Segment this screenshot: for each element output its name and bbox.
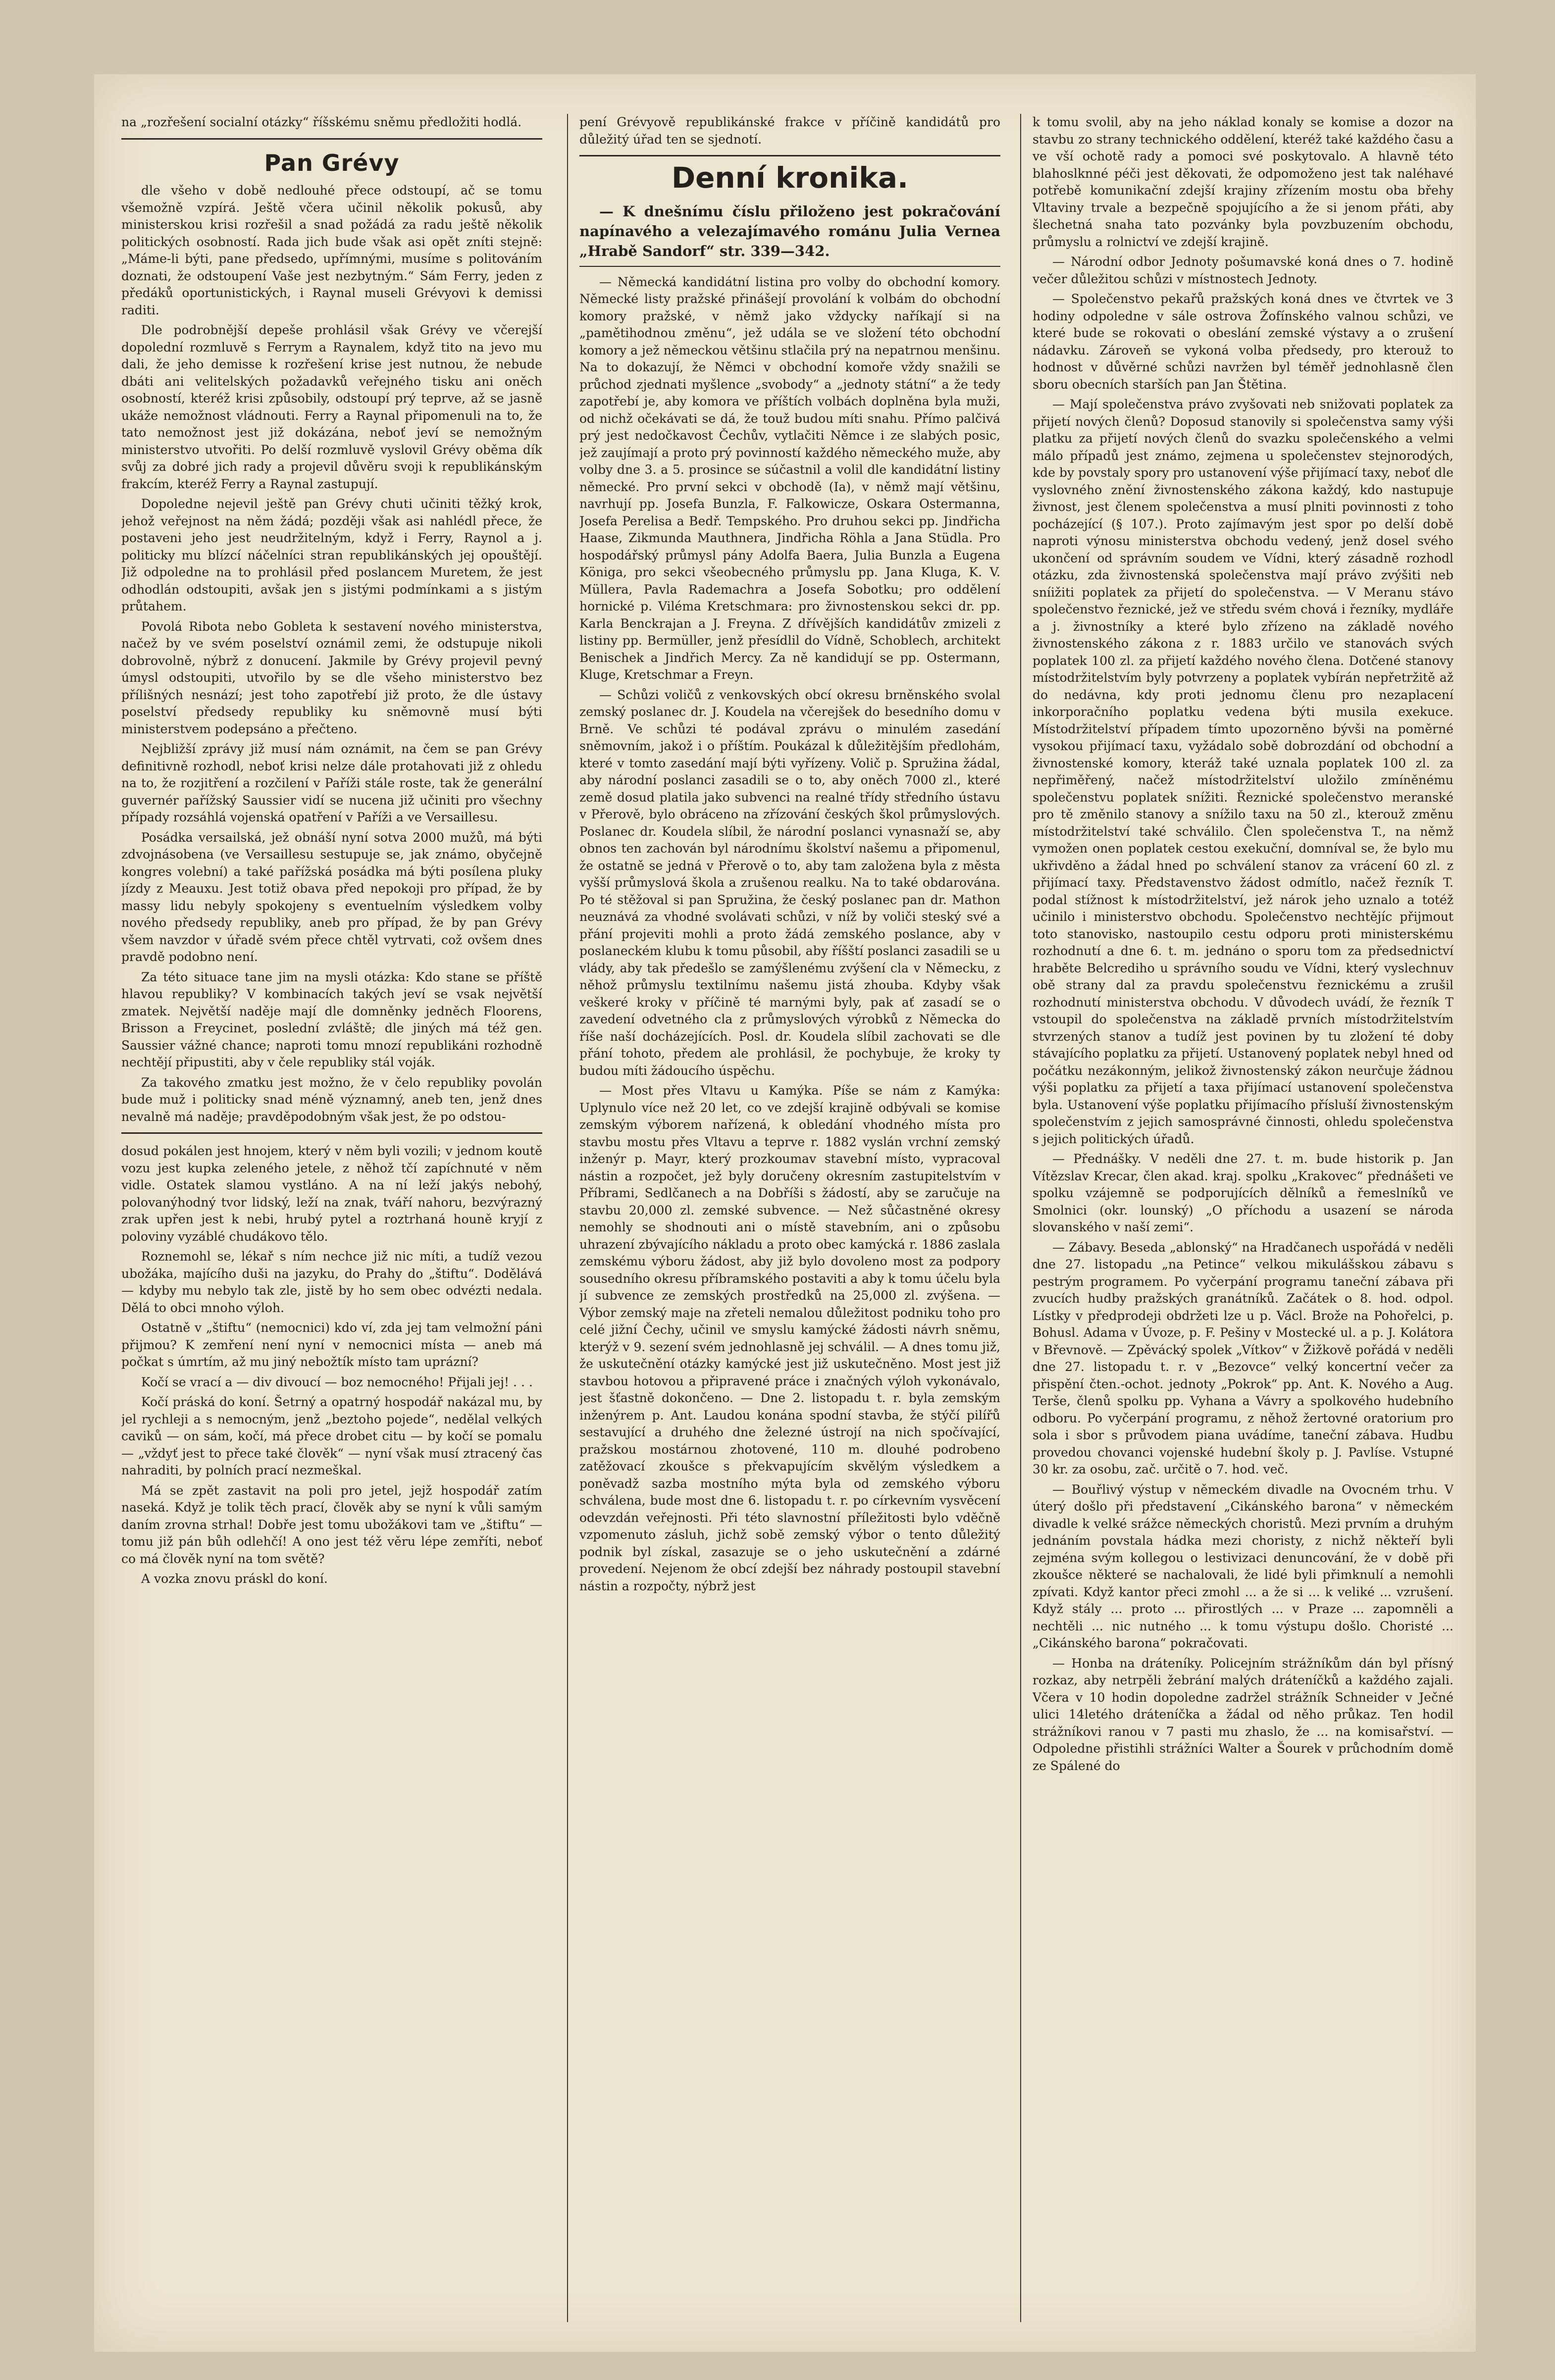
paragraph: dle všeho v době nedlouhé přece odstoupí, ač se tomu všemožně vzpírá. Ještě včera učinil několik pokusů, aby ministerskou krisi rozřešil a snad požádá za radu ještě několik politických osobností. Rada jich bude však asi opět zníti stejně: „Máme-li býti, pane předsedo, upřímnými, musíme s politováním doznati, že odstoupení Vaše jest nezbytným.“ Sám Ferry, jeden z předáků oportunistických, i Raynal museli Grévyovi k demissi raditi. — [121, 183, 542, 317]
feuilleton-divider — [121, 1132, 542, 1134]
news-item: — Bouřlivý výstup v německém divadle na Ovocném trhu. V úterý došlo při představení „Cikánského barona“ v německém divadle k velké srážce německých choristů. Mezi prvním a druhým jednáním povstala hádka mezi choristy, z nichž někteří byli zejména svým kollegou o lestivizaci denuncování, že v době při zkoušce některé se nachalovali, že lidé byli přimknulí a nemohli zpívati. Když kantor přeci zmohl ... a že si ... k veliké ... vzrušení. Když stály ... proto ... přirostlých ... v Praze ... zapomněli a nechtěli ... nic nutného ... k tomu výstupu došlo. Choristé ... „Cikánského barona“ pokračovati. — [1033, 1482, 1453, 1650]
paragraph: Dopoledne nejevil ještě pan Grévy chuti učiniti těžký krok, jehož veřejnost na něm žádá; později však asi nahlédl přece, že postaveni jeho jest neudržitelným, když i Ferry, Raynol a j. politicky mu blízcí náčelníci stran republikánských jej opouštějí. Již odpoledne na to prohlásil před poslancem Muretem, že jest odhodlán odstoupiti, avšak jen s jistými podmínkami a s jistým průtahem. — [121, 497, 542, 613]
feuilleton-paragraph: Ostatně v „štiftu“ (nemocnici) kdo ví, zda jej tam velmožní páni přijmou? K zemření není nyní v nemocnici místa — aneb má počkat s úmrtím, až mu jiný nebožtík místo tam uprázní? — [121, 1320, 542, 1369]
news-item: — Honba na dráteníky. Policejním strážníkům dán byl přísný rozkaz, aby netrpěli žebrání malých dráteníčků a každého zajali. Včera v 10 hodin dopoledne zadržel strážník Schneider v Ječné ulici 14letého dráteníčka a žádal od něho průkaz. Ten hodil strážníkovi ranou v 7 pasti mu zhaslo, že ... na komisařství. — Odpoledne přistihli strážníci Walter a Šourek v průchodním domě ze Spálené do — [1033, 1656, 1453, 1773]
news-item: — Mají společenstva právo zvyšovati neb snižovati poplatek za přijetí nových členů? Doposud stanovily si společenstva samy výši platku za přijetí nových členů do svazku společenského a velmi málo případů jest známo, zejmena u společenstev stejnorodých, kde by povstaly spory pro ustanovení výše přijímací taxy, neboť dle vyslovného znění živnostenského zákona každý, kdo nastupuje živnost, jest členem společenstva a musí plniti povinnosti z toho pocházející (§ 107.). Proto zajímavým jest spor po delší době naproti výnosu ministerstva obchodu vedený, jenž dosel svého ukončení od správním soudem ve Vídni, který zásadně rozhodl otázku, zda živnostenská společenstva mají právo zvýšiti neb sníižiti poplatek za přijetí do společenstva. — V Meranu stávo společenstvo řeznické, jež ve středu svém chová i řezníky, mydláře a j. živnostníky a které bylo zřízeno na základě nového živnostenského zákona z r. 1883 určilo ve stanovách svých poplatek 100 zl. za přijetí každého nového člena. Dotčené stanovy místodržitelstvím byly potvrzeny a poplatek vybírán nepřetržitě až do nedávna, kdy proti jednomu členu pro nezaplacení inkorporačního poplatku vedena býti musila exekuce. Místodržitelství případem tímto upozorněno bývši na poměrné vysokou přijímací taxu, vyžádalo sobě dobrozdání od obchodní a živnostenské komory, kteráž také uznala poplatek 100 zl. za nepřiměřený, načež místodržitelství uložilo zmíněnému společenstvu poplatek snížiti. Řeznické společenstvo meranské pro tě změnilo stanovy a snížilo taxu na 50 zl., kterouž změnu místodržitelství také schválilo. Člen společenstva T., na němž vymožen onen poplatek cestou exekuční, domníval se, že bylo mu ukřivděno a žádal hned po schválení stanov za vrácení 60 zl. z přijímací taxy. Představenstvo žádost odmítlo, načež řezník T. podal stížnost k místodržitelství, jež nárok jeho uznalo a totéž učinilo i ministerstvo obchodu. Společenstvo nechtějíc přijmout toto stanovisko, nastoupilo cestu odporu proti ministerskému rozhodnutí a dne 6. t. m. jednáno o sporu tom za předsednictví hraběte Belcrediho u správního soudu ve Vídni, který vyslechnuv obě strany dal za pravdu společenstvu řeznickému a zrušil rozhodnutí ministerstva obchodu. V důvodech uvádí, že řezník T vstoupil do společenstva na základě prvních místodržitelstvím stvrzených stanov a tudíž jest povinen by tu zložení té doby stávajícího poplatku za přijetí. Ustanovený poplatek nebyl hned od počátku nezákonným, jelikož živnostenský zákon neurčuje žádnou výši poplatku za přijetí a taxa přijímací ustanovení společenstva byla. Ustanovení výše poplatku přijímacího přísluší živnostenským společenstvím z jejich samosprávné činnosti, ohledu společenstva s jejich politických úřadů. — [1033, 397, 1453, 1146]
news-item: — Zábavy. Beseda „ablonský“ na Hradčanech uspořádá v neděli dne 27. listopadu „na Petince“ velkou mikulášskou zábavu s pestrým programem. Po vyčerpání programu taneční zábava při zvucích hudby pražských granátníků. Začátek o 8. hod. odpol. Lístky v předprodeji obdržeti lze u p. Václ. Brože na Pohořelci, p. Bohusl. Adama v Úvoze, p. F. Pešiny v Mostecké ul. a p. J. Kolátora v Břevnově. — Zpěvácký spolek „Vítkov“ v Žižkově pořádá v neděli dne 27. listopadu t. r. v „Bezovce“ velký koncertní večer za přispění čten.-ochot. jednoty „Pokrok“ pp. Ant. K. Nového a Aug. Terše, členů spolku pp. Vyhana a Vávry a spolkového hudebního odboru. Po vyčerpání programu, z něhož žertovné oratorium pro sola i sbor s průvodem piana uvádíme, taneční zábava. Hudbu provedou chovanci vojenské hudební školy p. J. Pavlíse. Vstupné 30 kr. za osobu, zač. určitě o 7. hod. več. — [1033, 1240, 1453, 1476]
paragraph: Posádka versailská, jež obnáší nyní sotva 2000 mužů, má býti zdvojnásobena (ve Versaillesu sestupuje se, jak známo, obyčejně kongres volební) a také pařížská posádka má býti posílena pluky jízdy z Meauxu. Jest totiž obava před nepokoji pro případ, že by massy lidu nebyly spokojeny s eventuelním výsledkem volby nového předsedy republiky, aneb pro případ, že by pan Grévy všem navzdor v úřadě svém přece chtěl vytrvati, což ovšem dnes pravdě podobno není. — [121, 830, 542, 964]
news-item: — Společenstvo pekařů pražských koná dnes ve čtvrtek ve 3 hodiny odpoledne v sále ostrova Žofínského valnou schůzi, ve které bude se rokovati o obeslání zemské výstavy a o zrušení nádavku. Zároveň se vykoná volba předsedy, pro kterouž to hodnost v důvěrné schůzi navržen byl téměř jednohlasně člen sboru obecních starších pan Jan Štětina. — [1033, 292, 1453, 392]
newspaper-page — [94, 74, 1476, 2352]
column-right — [1033, 114, 1453, 2322]
feuilleton-paragraph: Roznemohl se, lékař s ním nechce již nic míti, a tudíž vezou ubožáka, majícího duši na jazyku, do Prahy do „štiftu“. Dodělává — kdyby mu nebylo tak zle, jistě by ho sem obec odvézti nedala. Dělá to obci mnoho výloh. — [121, 1249, 542, 1315]
divider — [121, 138, 542, 140]
top-fragment: k tomu svolil, aby na jeho náklad konaly se komise a dozor na stavbu zo strany technického oddělení, kteréž také každého času a ve vší ochotě rady a pomoci své poskytovalo. A hlavně této blahoslknné péči jest děkovati, že odpomoženo jest tak naléhavé potřebě komunikační zdejší krajiny zřízením mostu oba břehy Vltaviny trvale a bezpečně spojujícího a že si jenom přáti, aby šlechetná snaha tato pozvánky byla povzbuzením obchodu, průmyslu a rolnictví ve zdejší krajině. — [1033, 115, 1453, 249]
news-item: — Národní odbor Jednoty pošumavské koná dnes o 7. hodině večer důležitou schůzi v místnostech Jednoty. — [1033, 254, 1453, 286]
divider — [579, 155, 1000, 156]
article-heading: Pan Grévy — [264, 149, 400, 176]
column-rule — [567, 114, 568, 2322]
column-rule — [1020, 114, 1021, 2322]
news-item: — Německá kandidátní listina pro volby do obchodní komory. Německé listy pražské přinášejí provolání k volbám do obchodní komory pražské, v němž jako vždycky naříkají si na „pamětihodnou změnu“, jež udála se ve složení této obchodní komory a jež německou většinu stlačila prý na nepatrnou menšinu. Na to dokazují, že Němci v obchodní komoře vždy snažili se průchod zjednati myšlence „svobody“ a „jednoty státní“ a že tedy zapotřebí je, aby komora ve příštích volbách doplněna byla muži, od nichž očekávati se dá, že touž budou míti snahu. Přímo palčivá prý jest nedočkavost Čechův, vytlačiti Němce i ze slabých posic, jež zaujímají a proto prý povinností každého německého muže, aby volby dne 3. a 5. prosince se súčastnil a volil dle kandidátní listiny německé. Pro první sekci v obchodě (Ia), v němž mají většinu, navrhují pp. Josefa Bunzla, F. Falkowicze, Oskara Ostermanna, Josefa Perelisa a Bedř. Tempského. Pro druhou sekci pp. Jindřicha Haase, Zikmunda Mauthnera, Jindřicha Röhla a Jana Stüdla. Pro hospodářský průmysl pány Adolfa Baera, Julia Bunzla a Eugena Königa, pro sekci všeobecného průmyslu pp. Jana Kluga, K. V. Müllera, Pavla Rademachra a Josefa Sobotku; pro oddělení hornické p. Viléma Kretschmara: pro živnostenskou sekci dr. pp. Karla Benckrajan a J. Freyna. Z dřívějších kandidátův zmizeli z listiny pp. Bermüller, jenž přesídlil do Vídně, Schoblech, architekt Benischek a Jindřich Mercy. Za ně kandidují se pp. Ostermann, Kluge, Kretschmar a Freyn. — [579, 274, 1000, 682]
paragraph: Za této situace tane jim na mysli otázka: Kdo stane se příště hlavou republiky? V kombinacích takých jeví se vsak největší zmatek. Největší naděje mají dle domněnky jedněch Floorens, Brisson a Freycinet, poslední zvláště; dle jiných má též gen. Saussier vážné chance; naproti tomu mnozí republikáni rozhodně nechtějí připustiti, aby v čele republiky stál voják. — [121, 969, 542, 1069]
news-item: — Most přes Vltavu u Kamýka. Píše se nám z Kamýka: Uplynulo více než 20 let, co ve zdejší krajině odbývali se komise zemským výborem nařízená, k obledání vhodného místa pro stavbu mostu přes Vltavu a teprve r. 1882 vyslán vrchní zemský inženýr p. Mayr, který prozkoumav stavební místo, vypracoval nástin a rozpočet, jež byly doručeny okresním zastupitelstvím v Příbrami, Sedlčanech a na Dobříši s žádostí, aby se zaručuje na stavbu 20,000 zl. zemské subvence. — Než sůčastněné okresy nemohly se shodnouti ani o místě stavebním, ani o způsobu uhrazení zbývajícího nákladu a proto obec kamýcká r. 1886 zaslala zemskému výboru žádost, aby již bylo dovoleno most za podpory sousedního okresu příbramského postaviti a aby k tomu účelu byla jí subvence ze zemských prostředků na 25,000 zl. zvýšena. — Výbor zemský maje na zřeteli nemalou důležitost podniku toho pro celé jižní Čechy, učinil ve smyslu kamýcké žádosti návrh sněmu, kterýž v 9. sezení svém jednohlasně jej schválil. — A dnes tomu již, že uskutečnění otázky kamýcké jest již uskutečněno. Most jest již stavbou hotovou a připravené práce i značných výloh vykonávalo, jest šťastně dokončeno. — Dne 2. listopadu t. r. byla zemským inženýrem p. Ant. Laudou konána spodní stavba, že stýčí pilířů sestavující a druhého dne železné ústrojí na nich spočívající, pražskou mostárnou zhotovené, 110 m. dlouhé podrobeno zatěžovací zkoušce s překvapujícím skvělým výsledkem a poněvadž sazba mostního mýta byla od zemského výboru schválena, bude most dne 6. listopadu t. r. po církevním vysvěcení odevzdán veřejnosti. Při této slavnostní příležitosti bylo vděčně vzpomenuto zásluh, jichž sobě zemský výbor o tento důležitý podnik byl získal, zasazuje se o jeho uskutečnění a zdárné provedení. Nejenom že obcí zdejší bez náhrady postoupil stavební nástin a rozpočty, nýbrž jest — [579, 1083, 1000, 1593]
lead-paragraph: — K dnešnímu číslu přiloženo jest pokračování napínavého a velezajímavého románu Julia Vernea „Hrabě Sandorf“ str. 339—342. — [579, 203, 1000, 259]
feuilleton-paragraph: dosud pokálen jest hnojem, který v něm byli vozili; v jednom koutě vozu jest kupka zeleného jetele, z něhož tčí zapíchnuté v něm vidle. Ostatek slamou vystláno. A na ní leží jakýs nebohý, polovanýhodný tvor lidský, leží na znak, tváří nahoru, bezvýrazný zrak upřen jest k nebi, hrubý pytel a roztrhaná houně kryjí z poloviny vyzáblé chudákovo tělo. — [121, 1144, 542, 1244]
feuilleton-paragraph: Kočí se vrací a — div divoucí — boz nemocného! Přijali jej! . . . — [141, 1374, 533, 1389]
news-item: — Schůzi voličů z venkovských obcí okresu brněnského svolal zemský poslanec dr. J. Koudela na včerejšek do besedního domu v Brně. Ve schůzi té podával zprávu o minulém zasedání sněmovním, jakož i o příštím. Poukázal k důležitějším předlohám, které v tomto zasedání mají býti vyřízeny. Volič p. Spružina žádal, aby národní poslanci zasadili se o to, aby oněch 7000 zl., které země dosud platila jako subvenci na realné třídy středního ústavu v Přerově, bylo obráceno na zřízování českých škol průmyslových. Poslanec dr. Koudela slíbil, že národní poslanci vynasnaží se, aby obnos ten zachován byl národnímu školství našemu a připomenul, že ostatně se jedná v Přerově o to, aby tam založena byla z města vyšší průmyslová škola a zrušenou realku. Na to také obdarována. Po té stěžoval si pan Spružina, že český poslanec pan dr. Mathon neuznává za vhodné svolávati schůzi, v níž by voliči steský své a přání projeviti mohli a proto žádá zemského poslance, aby v poslaneckém klubu k tomu působil, aby říšští poslanci zasadili se u vlády, aby tak předešlo se zamýšlenému zvýšení cla v Německu, z něhož průmyslu textilnímu našemu jistá zhouba. Kdyby však veškeré kroky v příčině té marnými byly, pak ať zasadí se o zavedení odvetného cla z průmyslových výrobků z Německa do říše naší docházejících. Posl. dr. Koudela slíbil zachovati se dle přání tohoto, předem ale prohlásil, že pochybuje, že kroky ty budou míti žádoucího úspěchu. — [579, 687, 1000, 1078]
section-heading: Denní kronika. — [671, 161, 909, 195]
feuilleton-paragraph: Má se zpět zastavit na poli pro jetel, jejž hospodář zatím naseká. Když je tolik těch prací, člověk aby se nyní k vůli samým daním zrovna strhal! Dobře jest tomu ubožákovi tam ve „štiftu“ — tomu již pán bůh odlehčí! A ono jest též věru lépe zemříti, neboť co má člověk nyní na tom světě? — [121, 1483, 542, 1566]
paragraph: Povolá Ribota nebo Gobleta k sestavení nového ministerstva, načež by ve svém poselství oznámil zemi, že odstupuje nikoli dobrovolně, nýbrž z donucení. Jakmile by Grévy projevil pevný úmysl odstoupiti, utvořilo by se dle všeho ministerstvo bez přílišných nesnází; jest toho zapotřebí již proto, že dle ústavy poselství předsedy republiky ku sněmovně musí býti ministerstvem podepsáno a přečteno. — [121, 619, 542, 736]
top-fragment: na „rozřešení socialní otázky“ říšskému sněmu předložiti hodlá. — [121, 115, 522, 129]
divider — [579, 266, 1000, 267]
feuilleton-paragraph: A vozka znovu práskl do koní. — [141, 1571, 328, 1586]
top-fragment: pení Grévyově republikánské frakce v příčině kandidátů pro důležitý úřad ten se sjednotí. — [579, 115, 1000, 147]
feuilleton-paragraph: Kočí práská do koní. Šetrný a opatrný hospodář nakázal mu, by jel rychleji a s nemocným, jenž „beztoho pojede“, nedělal velkých caviků — on sám, kočí, má přece drobet citu — by kočí se pomalu — „vždyť jest to přece také člověk“ — nyní však musí ztracený čas nahraditi, by polních prací nezmeškal. — [121, 1395, 542, 1477]
column-middle — [579, 114, 1000, 2322]
paragraph: Za takového zmatku jest možno, že v čelo republiky povolán bude muž i politicky snad méně významný, aneb ten, jenž dnes nevalně má naděje; pravděpodobným však jest, že po odstou- — [121, 1075, 542, 1124]
paragraph: Nejbližší zprávy již musí nám oznámit, na čem se pan Grévy definitivně rozhodl, neboť krisi nelze dále protahovati již z ohledu na to, že rozjitření a rozčilení v Paříži stále roste, tak že generální guvernér pařížský Saussier vidí se nucena již učiniti pro všechny případy rozsáhlá vojenská opatření v Paříži a ve Versaillesu. — [121, 742, 542, 824]
news-item: — Přednášky. V neděli dne 27. t. m. bude historik p. Jan Vítězslav Krecar, člen akad. kraj. spolku „Krakovec“ přednášeti ve spolku vzájemně se podporujících dělníků a řemeslníků ve Smolnici (okr. lounský) „O příchodu a usazení se národa slovanského v naší zemi“. — [1033, 1152, 1453, 1234]
paragraph: Dle podrobnější depeše prohlásil však Grévy ve včerejší dopolední rozmluvě s Ferrym a Raynalem, když tito na jevo mu dali, že jeho demisse k rozřešení krise jest nutnou, že nebude dbáti ani velitelských požadavků veřejného tisku ani oněch osobností, kteréž krisi způsobily, odstoupí prý teprve, až se jasně ukáže nemožnost vládnouti. Ferry a Raynal připomenuli na to, že tato nemožnost jest již dokázána, neboť jeví se nemožným ministerstvo utvořiti. Po delší rozmluvě vyslovil Grévy oběma dík svůj za dobré jich rady a projevil důvěru svoji k republikánským frakcím, kteréž Ferry a Raynal zastupují. — [121, 323, 542, 491]
column-left — [121, 114, 542, 2322]
